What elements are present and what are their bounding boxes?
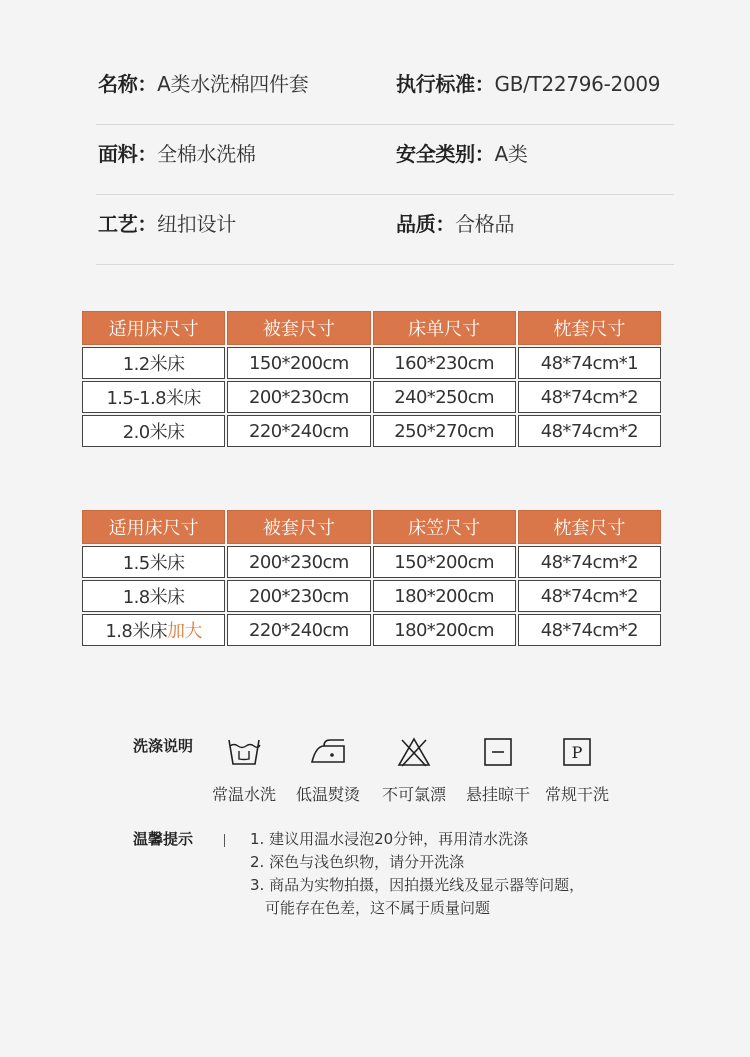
tip-line: 3. 商品为实物拍摄，因拍摄光线及显示器等问题， xyxy=(250,876,585,894)
table-row xyxy=(82,580,661,612)
table-row xyxy=(82,614,661,646)
tips-divider xyxy=(224,834,225,847)
care-label: 常温水洗 xyxy=(211,785,276,804)
size-table-fitted-sheet xyxy=(80,508,663,648)
table-cell: 1.5-1.8米床 xyxy=(82,381,225,413)
bed-size-text: 1.8米床 xyxy=(105,621,168,642)
table-header: 枕套尺寸 xyxy=(518,510,661,544)
table-cell: 180*200cm xyxy=(373,614,516,646)
table-row xyxy=(82,415,661,447)
table-cell: 48*74cm*2 xyxy=(518,580,661,612)
table-header: 枕套尺寸 xyxy=(518,311,661,345)
wash-tub-icon xyxy=(204,736,284,768)
table-row xyxy=(82,347,661,379)
spec-row-2 xyxy=(96,124,674,195)
care-label: 低温熨烫 xyxy=(295,785,360,804)
care-item-iron xyxy=(288,736,368,805)
spec-safety: 安全类别：A类 xyxy=(396,142,528,166)
tip-line: 1. 建议用温水浸泡20分钟，再用清水洗涤 xyxy=(250,830,529,848)
tip-line: 可能存在色差，这不属于质量问题 xyxy=(265,899,491,917)
table-header: 床笠尺寸 xyxy=(373,510,516,544)
extra-large-highlight: 加大 xyxy=(167,621,202,642)
table-header-row xyxy=(82,311,661,345)
table-header: 被套尺寸 xyxy=(227,510,370,544)
care-item-dry-clean xyxy=(537,736,617,805)
table-cell: 1.8米床 xyxy=(82,580,225,612)
tip-line: 2. 深色与浅色织物，请分开洗涤 xyxy=(250,853,465,871)
spec-quality: 品质：合格品 xyxy=(396,212,515,236)
table-cell: 200*230cm xyxy=(227,381,370,413)
table-cell: 48*74cm*2 xyxy=(518,546,661,578)
spec-row-3 xyxy=(96,194,674,265)
table-cell: 160*230cm xyxy=(373,347,516,379)
care-label: 悬挂晾干 xyxy=(465,785,530,804)
table-header-row xyxy=(82,510,661,544)
table-row xyxy=(82,546,661,578)
table-cell: 150*200cm xyxy=(373,546,516,578)
care-label: 不可氯漂 xyxy=(381,785,446,804)
table-row xyxy=(82,381,661,413)
care-item-no-bleach xyxy=(374,736,454,805)
table-header: 被套尺寸 xyxy=(227,311,370,345)
table-cell: 180*200cm xyxy=(373,580,516,612)
table-header: 适用床尺寸 xyxy=(82,510,225,544)
care-label: 常规干洗 xyxy=(544,785,609,804)
table-cell: 1.2米床 xyxy=(82,347,225,379)
table-cell: 48*74cm*2 xyxy=(518,614,661,646)
spec-name: 名称：A类水洗棉四件套 xyxy=(98,72,309,96)
table-cell: 48*74cm*2 xyxy=(518,415,661,447)
size-table-sheet xyxy=(80,309,663,449)
care-title: 洗涤说明 xyxy=(133,737,194,755)
table-cell: 240*250cm xyxy=(373,381,516,413)
table-cell: 48*74cm*1 xyxy=(518,347,661,379)
table-cell: 220*240cm xyxy=(227,415,370,447)
iron-icon xyxy=(288,736,368,768)
table-cell: 150*200cm xyxy=(227,347,370,379)
care-item-wash xyxy=(204,736,284,805)
line-dry-icon xyxy=(458,736,538,768)
table-cell: 250*270cm xyxy=(373,415,516,447)
spec-craft: 工艺：纽扣设计 xyxy=(98,212,236,236)
care-item-line-dry xyxy=(458,736,538,805)
table-cell: 1.5米床 xyxy=(82,546,225,578)
dry-clean-p-icon xyxy=(537,736,617,768)
spec-fabric: 面料：全棉水洗棉 xyxy=(98,142,256,166)
table-header: 床单尺寸 xyxy=(373,311,516,345)
table-cell: 200*230cm xyxy=(227,546,370,578)
no-bleach-icon xyxy=(374,736,454,768)
table-cell: 200*230cm xyxy=(227,580,370,612)
table-cell: 48*74cm*2 xyxy=(518,381,661,413)
svg-text:P: P xyxy=(571,743,583,762)
spec-standard: 执行标准：GB/T22796-2009 xyxy=(396,72,661,96)
table-cell: 2.0米床 xyxy=(82,415,225,447)
table-header: 适用床尺寸 xyxy=(82,311,225,345)
tips-title: 温馨提示 xyxy=(133,830,194,848)
table-cell: 220*240cm xyxy=(227,614,370,646)
spec-row-1 xyxy=(96,54,674,125)
table-cell xyxy=(82,614,225,646)
